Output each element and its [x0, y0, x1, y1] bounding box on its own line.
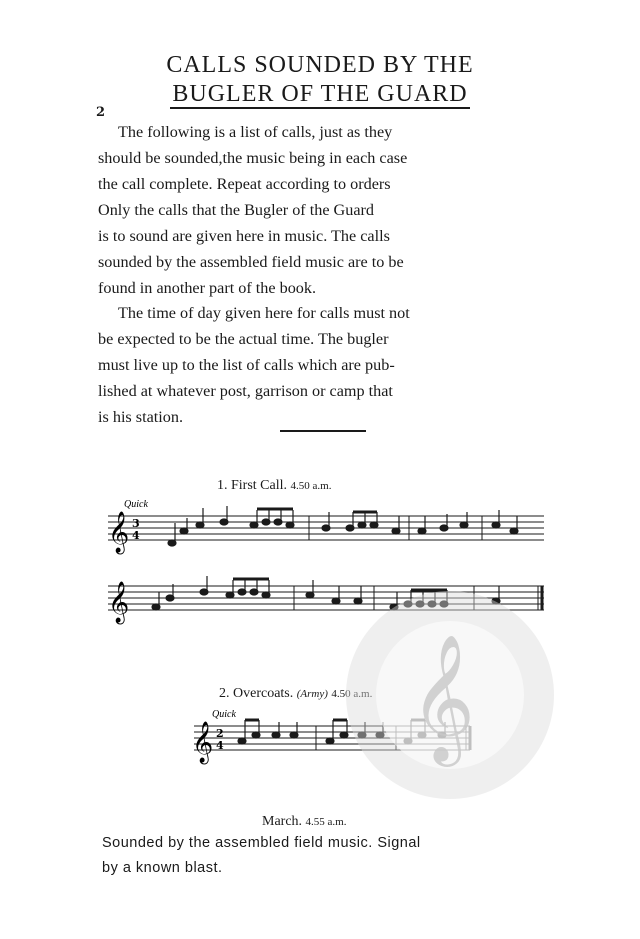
intro-paragraph	[98, 119, 542, 301]
svg-text:𝄞: 𝄞	[108, 512, 130, 553]
svg-text:𝄞: 𝄞	[192, 722, 214, 763]
paragraph-line: Only the calls that the Bugler of the Guard	[98, 201, 375, 219]
paragraph-line: is his station.	[98, 408, 183, 426]
time-paragraph	[98, 300, 542, 430]
call-1-caption	[217, 478, 331, 494]
watermark-seal-icon	[340, 585, 560, 805]
svg-text:𝄞: 𝄞	[108, 582, 130, 623]
title-line-1: CALLS SOUNDED BY THE	[166, 52, 474, 78]
call-1-time: 4.50 a.m.	[290, 480, 332, 492]
call-1-label: 1. First Call.	[217, 478, 288, 493]
paragraph-line: the call complete. Repeat according to orders	[98, 175, 391, 193]
time-signature-bottom: 4	[132, 529, 140, 542]
paragraph-line: The time of day given here for calls must not	[118, 304, 410, 322]
paragraph-line: found in another part of the book.	[98, 279, 317, 297]
paragraph-line: lished at whatever post, garrison or camp that	[98, 382, 393, 400]
paragraph-line: is to sound are given here in music. The calls	[98, 227, 390, 245]
title-line-2-text: BUGLER OF THE GUARD	[172, 81, 468, 107]
call-3-caption	[262, 814, 347, 830]
call-3-time: 4.55 a.m.	[305, 816, 347, 828]
march-note-line-1: Sounded by the assembled field music. Signal	[102, 835, 421, 851]
time-signature-top: 2	[216, 727, 224, 740]
page-number: 2	[96, 105, 106, 120]
paragraph-line: should be sounded,the music being in each case	[98, 149, 408, 167]
paragraph-line: must live up to the list of calls which are pub-	[98, 356, 395, 374]
call-2-qualifier: (Army)	[296, 688, 328, 700]
svg-text:𝄞: 𝄞	[410, 633, 476, 761]
title-line-2	[0, 81, 640, 108]
paragraph-line: The following is a list of calls, just as they	[118, 123, 393, 141]
call-3-label: March.	[262, 814, 303, 829]
paragraph-line: be expected to be the actual time. The bugler	[98, 330, 389, 348]
call-2-label: 2. Overcoats.	[219, 686, 294, 701]
tempo-marking: Quick	[124, 499, 148, 510]
tempo-marking: Quick	[212, 709, 236, 720]
time-signature-top: 3	[132, 517, 140, 530]
paragraph-line: sounded by the assembled field music are to be	[98, 253, 404, 271]
section-divider	[280, 430, 366, 432]
call-2-time: 4.50 a.m.	[331, 688, 373, 700]
march-note-line-2: by a known blast.	[102, 860, 223, 876]
music-staff-call1-line1	[104, 498, 548, 556]
time-signature-bottom: 4	[216, 739, 224, 752]
